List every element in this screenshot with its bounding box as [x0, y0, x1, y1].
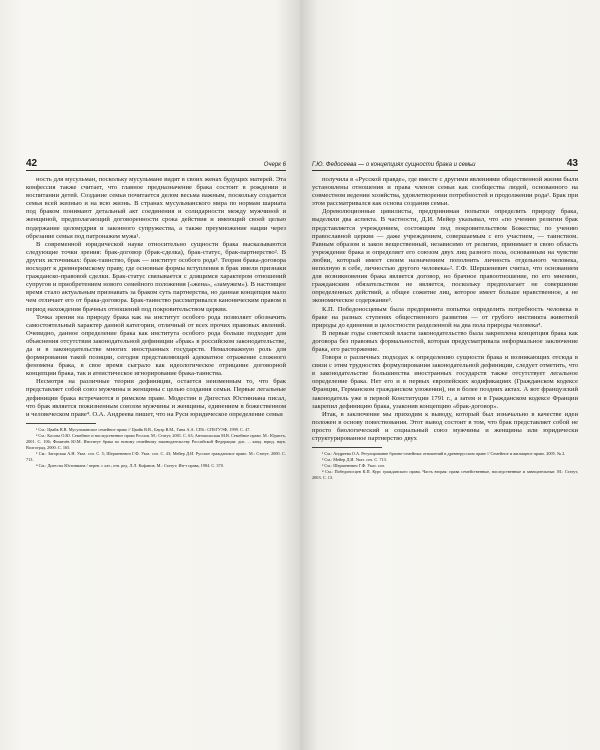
left-page-header — [26, 156, 286, 171]
footnote-divider — [312, 447, 382, 448]
footnote: ⁴ См.: Победоносцев К.П. Курс гражданского права. Часть вторая: права семейственные, наследственные и завещательные. М.: Статут, 2003. С. 13. — [312, 469, 578, 481]
paragraph: ность для мусульман, поскольку мусульмане видят в своих женах будущих матерей. Эта конфессия также считает, что главное предназначение брака состоит в рождении и воспитании детей. Создание семьи почитается делом весьма важным, поскольку создается семья всей жизнью и на всю жизнь. В странах мусульманского мира по нормам шариата под браком понимают детальный акт соединения и солидарности между мужчиной и женщиной, предполагающий договоренности срока действия и имеющий своей целью подержание целомудрия и законного супружества, а также преумножение нации через обрезание семьи под патронажем мужа¹. — [26, 176, 286, 240]
footnote: ³ См.: Шершеневич Г.Ф. Указ. соч. — [322, 463, 385, 469]
right-page-body — [312, 176, 578, 481]
paragraph: Итак, в заключение мы приходим к выводу, который был изначально в качестве идеи положен в основу повествования. Этот вывод состоит в том, что брак представляет собой не просто биологический и социальный союз мужчины и женщины или юридически структурированное партнерство двух — [312, 410, 578, 442]
right-page — [300, 0, 600, 750]
footnote-divider — [26, 423, 96, 424]
page-number: 43 — [566, 158, 578, 169]
footnote: ³ См.: Загорская А.Н. Указ. соч. С. 5; Шершеневич Г.Ф. Указ. соч. С. 43; Мейер Д.И. Русское гражданское право. М.: Статут, 2000. С. 713. — [26, 450, 286, 462]
paragraph: Точка зрения на природу брака как на институт особого рода позволяет обозначить самостоятельный характер данной категории, отличный от всех прочих правовых явлений. Очевидно, данное определение брака как института особого рода больше подходит для объяснения отсутствия законодательной дефиниции «брак» в российском законодательстве, да и в законодательстве многих иностранных государств. Немаловажную роль для формирования такой позиции, сегодня представляющей адекватное отражение сложного феномена брака, в свое время сыграло как идеологическое отрицание договорной концепции брака, так и атеистическое игнорирование брака-таинства. — [26, 313, 286, 378]
paragraph: В современной юридической науке относительно сущности брака высказываются следующие точки зрения: брак-договор (брак-сделка), брак-статус, брак-партнерство². В других источниках: брак-таинство, брак — институт особого рода³. Теория брака-договора восходит к древнеримскому праву, где основные формы вступления в брак имели признаки гражданско-правовой сделки. Брак-статус связывается с длящимся характером отношений супругов и приобретением нового семейного положения («жена», «замужем»). В настоящее время стало актуальным признавать за браком суть партнерства, но данная концепция мало чем отличает его от брака-договора. Брак-таинство рассматривался каноническим правом в период нахождения брачных отношений под покровительством церкви. — [26, 240, 286, 313]
paragraph: Говоря о различных подходах к определению сущности брака и возникающих отсюда в связи с этим трудностях формулирования законодательной дефиниции, следует отметить, что в законодательстве большинства иностранных государств также отсутствует легальное определение брака. Нет его и в первых европейских кодификациях (Гражданском кодексе Франции, Германском гражданском уложении), ни в более поздних актах. А вот французский законодатель уже в первой Конституции 1791 г., а затем и в Гражданском кодексе Франции закрепил дефиницию брака, узаконив концепцию «брак-договор». — [312, 354, 578, 410]
right-page-header — [312, 156, 578, 171]
footnote: ¹ См.: Цвайк В.В. Мусульманское семейное право // Цвайк В.В., Бауэр В.М., Гина А.А. СПб.: СПбГУЭФ, 1999. С. 47. — [36, 426, 251, 432]
paragraph: В первые годы советской власти законодательство была закреплена концепция брака как договора без правовых формальностей, которая предусматривала неформальное заключение брака, его расторжение. — [312, 329, 578, 353]
footnote: ⁴ См.: Дигесты Юстиниана / перев. с лат.; отв. ред. Л.Л. Кофанов. М.: Статут; Ин-т права, 1984. С. 370. — [36, 462, 224, 468]
running-head: Г.Ю. Федосеева — о концепциях сущности брака и семьи — [312, 162, 476, 168]
footnote: ² См.: Косова О.Ю. Семейное и наследственное право России. М.: Статут, 2001. С. 63; Антокольская М.В. Семейное право. М.: Юристъ, 2001. С. 106; Фомичёв Ю.М. Институт брака по новому семейному законодательству Российской Федерации: дис. ... канд. юрид. наук. Волгоград, 2000. С. 165. — [26, 432, 286, 450]
left-page-body — [26, 176, 286, 469]
footnote: ² См.: Мейер Д.И. Указ. соч. С. 713. — [322, 457, 387, 463]
paragraph: К.П. Победоносцевым была предпринята попытка определить потребность человека в браке на разных ступенях общественного развития — от грубого инстинкта животной природы до единения и целостности разделенной на два пола природы человека⁴. — [312, 305, 578, 329]
paragraph: Дореволюционные цивилисты, предпринимая попытки определить природу брака, выделяли два аспекта. В частности, Д.И. Мейер указывал, что «по учению религии брак представляется учреждением, состоящим под покровительством Божества; по учению православной церкви — даже учреждением, совершаемым с его участием, — таинством. Равным образом и закон вещественный, независимо от религии, принимает в свою область учреждение брака и определяет его союзом двух лиц разного пола, основанным на чувстве любви, который имеет своим назначением пополнить личность отдельного человека, неполную в себе, личностью другого человека»². Г.Ф. Шершеневич считал, что основанием для возникновения брака является договор, но брачное правоотношение, по его мнению, гражданским обязательством не является, поскольку предполагает не совершение определенных действий, а общее сожитие лиц, которое имеет больше нравственное, а не экономическое содержание³. — [312, 208, 578, 305]
paragraph: получила в «Русской правде», где вместе с другими явлениями общественной жизни были установлены отношения и права членов семьи как сообщества людей, основанного на совместном ведении хозяйства, удовлетворении потребностей и продолжении рода¹. Брак при этом рассматривался как основа создания семьи. — [312, 176, 578, 208]
footnote: ¹ См.: Андреева О.А. Регулирование брачно-семейных отношений в древнерусском праве // Семейное и жилищное право. 2005. № 2. — [322, 451, 566, 457]
paragraph: Несмотря на различные теории дефиниции, остается неизменным то, что брак представляет собой союз мужчины и женщины с целью создания семьи. Первые легальные дефиниции брака встречаются в римском праве. Модестин в Дигестах Юстиниана писал, что брак является пожизненным союзом мужчины и женщины, единением в божественном и человеческом праве⁴. О.А. Андреева пишет, что на Руси юридическое определение семьи — [26, 378, 286, 418]
running-head: Очерк 6 — [263, 162, 286, 168]
page-number: 42 — [26, 158, 38, 169]
